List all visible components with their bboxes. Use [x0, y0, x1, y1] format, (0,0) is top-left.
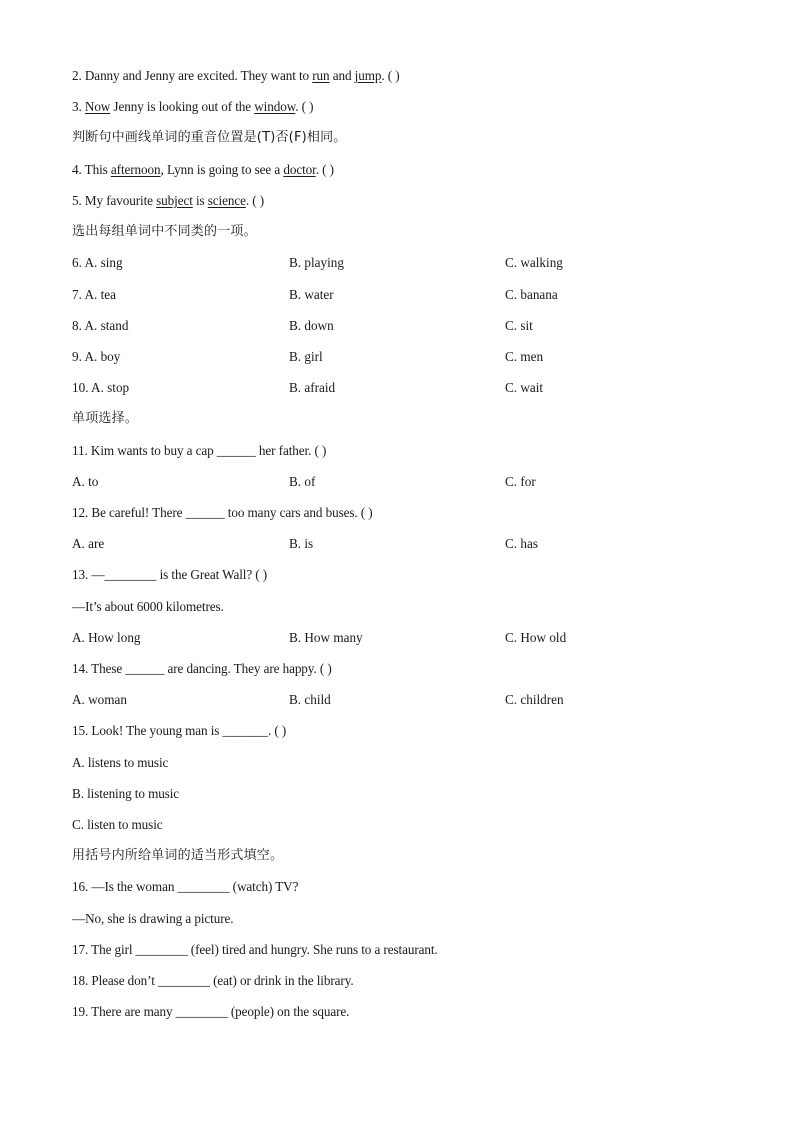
- answer-blank: . ( ): [381, 68, 400, 83]
- option-a: A. How long: [72, 630, 141, 645]
- option-b: B. How many: [289, 630, 363, 645]
- option-b: B. is: [289, 536, 314, 551]
- answer-blank: . ( ): [315, 162, 334, 177]
- option-b: B. afraid: [289, 380, 336, 395]
- question-16-reply: —No, she is drawing a picture.: [72, 911, 234, 926]
- option-b: B. of: [289, 474, 316, 489]
- question-text: , Lynn is going to see a: [160, 162, 284, 177]
- underlined-word: jump: [354, 68, 382, 83]
- option-b: B. listening to music: [72, 786, 180, 801]
- question-text: and: [329, 68, 355, 83]
- answer-blank: . ( ): [295, 99, 314, 114]
- section-heading-choice: 单项选择。: [72, 411, 139, 426]
- question-text: 2. Danny and Jenny are excited. They want to: [72, 68, 313, 83]
- question-15: 15. Look! The young man is _______. ( ): [72, 723, 287, 738]
- question-text: is: [192, 193, 208, 208]
- option-a: A. woman: [72, 692, 127, 707]
- option-c: C. for: [505, 474, 536, 489]
- question-3: [72, 97, 313, 117]
- question-16: 16. —Is the woman ________ (watch) TV?: [72, 879, 299, 894]
- option-a: 9. A. boy: [72, 349, 121, 364]
- section-heading-fill: 用括号内所给单词的适当形式填空。: [72, 848, 284, 863]
- question-19: 19. There are many ________ (people) on the square.: [72, 1004, 350, 1019]
- underlined-word: Now: [84, 99, 111, 114]
- option-c: C. sit: [505, 318, 533, 333]
- question-17: 17. The girl ________ (feel) tired and hungry. She runs to a restaurant.: [72, 942, 438, 957]
- option-c: C. men: [505, 349, 544, 364]
- question-text: 3.: [72, 99, 85, 114]
- option-a: 7. A. tea: [72, 287, 116, 302]
- option-a: 8. A. stand: [72, 318, 129, 333]
- question-text: 4. This: [72, 162, 111, 177]
- question-12: 12. Be careful! There ______ too many cars and buses. ( ): [72, 505, 373, 520]
- option-b: B. down: [289, 318, 334, 333]
- option-c: C. listen to music: [72, 817, 163, 832]
- option-b: B. girl: [289, 349, 323, 364]
- option-b: B. water: [289, 287, 334, 302]
- question-text: 5. My favourite: [72, 193, 157, 208]
- question-4: [72, 160, 334, 180]
- answer-blank: . ( ): [245, 193, 265, 208]
- underlined-word: window: [254, 99, 296, 114]
- option-c: C. walking: [505, 255, 563, 270]
- question-13-reply: —It’s about 6000 kilometres.: [72, 599, 224, 614]
- option-a: A. are: [72, 536, 105, 551]
- question-14: 14. These ______ are dancing. They are happy. ( ): [72, 661, 332, 676]
- underlined-word: doctor: [283, 162, 316, 177]
- underlined-word: subject: [156, 193, 193, 208]
- option-c: C. has: [505, 536, 538, 551]
- section-heading-odd-one-out: 选出每组单词中不同类的一项。: [72, 224, 257, 239]
- option-b: B. playing: [289, 255, 344, 270]
- option-c: C. How old: [505, 630, 567, 645]
- question-text: Jenny is looking out of the: [110, 99, 255, 114]
- option-a: A. listens to music: [72, 755, 169, 770]
- question-2: [72, 66, 400, 86]
- question-18: 18. Please don’t ________ (eat) or drink in the library.: [72, 973, 354, 988]
- option-a: 10. A. stop: [72, 380, 130, 395]
- option-a: A. to: [72, 474, 99, 489]
- underlined-word: science: [207, 193, 246, 208]
- option-a: 6. A. sing: [72, 255, 123, 270]
- underlined-word: run: [312, 68, 330, 83]
- option-c: C. children: [505, 692, 564, 707]
- question-13: 13. —________ is the Great Wall? ( ): [72, 567, 268, 582]
- option-b: B. child: [289, 692, 331, 707]
- question-11: 11. Kim wants to buy a cap ______ her father. ( ): [72, 443, 327, 458]
- option-c: C. banana: [505, 287, 558, 302]
- section-heading-stress: 判断句中画线单词的重音位置是(T)否(F)相同。: [72, 130, 347, 145]
- question-5: [72, 191, 264, 211]
- option-c: C. wait: [505, 380, 544, 395]
- underlined-word: afternoon: [110, 162, 161, 177]
